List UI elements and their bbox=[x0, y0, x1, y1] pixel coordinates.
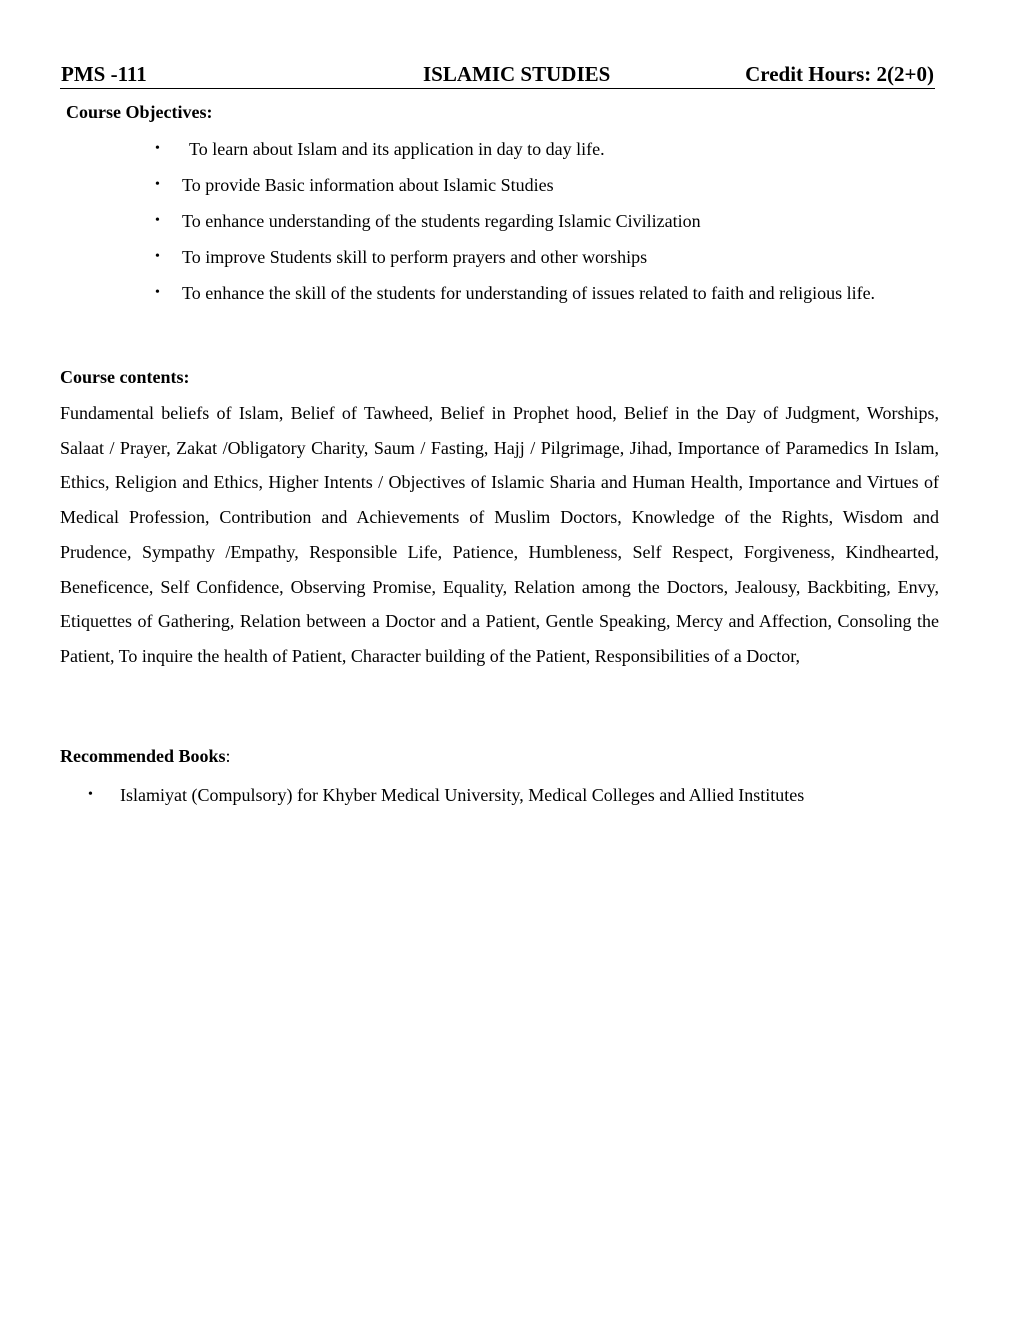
objective-item bbox=[150, 131, 940, 167]
objective-text: To provide Basic information about Islamic Studies bbox=[182, 175, 554, 195]
bullet-icon: • bbox=[88, 787, 93, 802]
objective-text: To improve Students skill to perform prayers and other worships bbox=[182, 247, 648, 267]
books-heading bbox=[60, 746, 231, 767]
objectives-heading: Course Objectives: bbox=[66, 102, 213, 122]
books-list bbox=[88, 777, 804, 813]
objective-text: To enhance the skill of the students for understanding of issues related to faith and religious life. bbox=[182, 283, 876, 303]
objective-item bbox=[150, 239, 940, 275]
course-title: ISLAMIC STUDIES bbox=[423, 62, 611, 86]
bullet-icon: • bbox=[155, 177, 160, 192]
course-code: PMS -111 bbox=[61, 62, 147, 86]
book-text: Islamiyat (Compulsory) for Khyber Medical University, Medical Colleges and Allied Institutes bbox=[120, 785, 805, 805]
objective-text: To enhance understanding of the students regarding Islamic Civilization bbox=[182, 211, 701, 231]
contents-heading: Course contents: bbox=[60, 367, 190, 387]
objectives-list bbox=[150, 131, 940, 311]
objective-text: To learn about Islam and its application in day to day life. bbox=[189, 139, 605, 159]
objective-item bbox=[150, 203, 940, 239]
bullet-icon: • bbox=[155, 285, 160, 300]
books-heading-label: Recommended Books bbox=[60, 746, 226, 766]
books-heading-colon: : bbox=[225, 746, 231, 766]
objective-item bbox=[150, 275, 940, 311]
contents-paragraph: Fundamental beliefs of Islam, Belief of Tawheed, Belief in Prophet hood, Belief in the Day of Judgment, Worships, Salaat / Prayer, Zakat /Obligatory Charity, Saum / Fasting, Hajj / Pilgrimage, Jihad, Importance of Paramedics In Islam, Ethics, Religion and Ethics, Higher Intents / Objectives of Islamic Sharia and Human Health, Importance and Virtues of Medical Profession, Contribution and Achievements of Muslim Doctors, Knowledge of the Rights, Wisdom and Prudence, Sympathy /Empathy, Responsible Life, Patience, Humbleness, Self Respect, Forgiveness, Kindhearted, Beneficence, Self Confidence, Observing Promise, Equality, Relation among the Doctors, Jealousy, Backbiting, Envy, Etiquettes of Gathering, Relation between a Doctor and a Patient, Gentle Speaking, Mercy and Affection, Consoling the Patient, To inquire the health of Patient, Character building of the Patient, Responsibilities of a Doctor, bbox=[60, 403, 939, 666]
course-header bbox=[60, 60, 935, 89]
credit-hours: Credit Hours: 2(2+0) bbox=[745, 62, 934, 86]
objective-item bbox=[150, 167, 940, 203]
bullet-icon: • bbox=[155, 141, 160, 156]
bullet-icon: • bbox=[155, 249, 160, 264]
bullet-icon: • bbox=[155, 213, 160, 228]
book-item bbox=[88, 777, 804, 813]
